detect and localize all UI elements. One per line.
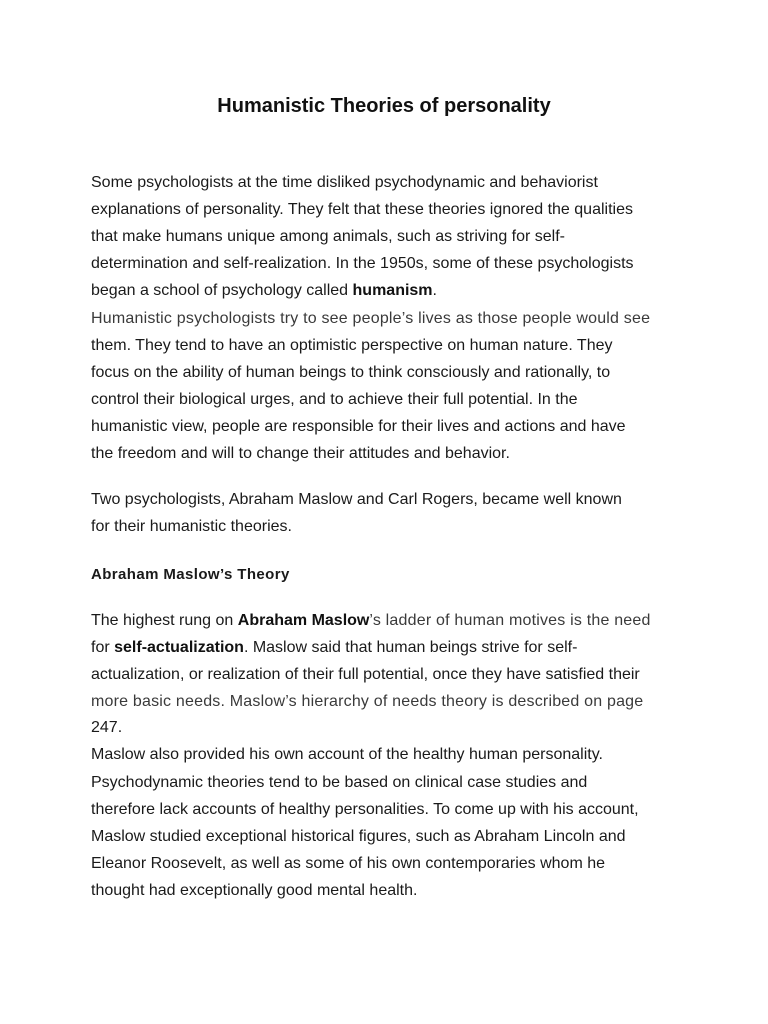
- p4-line-2: [91, 638, 731, 658]
- p3-line-1: Two psychologists, Abraham Maslow and Carl Rogers, became well known: [91, 491, 622, 508]
- p1-line-5: [91, 281, 731, 301]
- p5-line-3: therefore lack accounts of healthy personalities. To come up with his account,: [91, 801, 639, 818]
- section-heading: Abraham Maslow’s Theory: [91, 566, 290, 583]
- p1-line-4: determination and self-realization. In the 1950s, some of these psychologists: [91, 255, 634, 272]
- p2-line-5: humanistic view, people are responsible for their lives and actions and have: [91, 418, 626, 435]
- p1-line-3: that make humans unique among animals, such as striving for self-: [91, 228, 566, 245]
- p5-line-2: Psychodynamic theories tend to be based on clinical case studies and: [91, 774, 588, 791]
- p5-line-5: Eleanor Roosevelt, as well as some of his own contemporaries whom he: [91, 855, 606, 872]
- p4-line-1-text: The highest rung on: [91, 612, 238, 629]
- p2-line-2: them. They tend to have an optimistic perspective on human nature. They: [91, 337, 613, 354]
- p4-line-1-end: ’s ladder of human motives is the need: [369, 612, 651, 629]
- p1-line-1: Some psychologists at the time disliked psychodynamic and behaviorist: [91, 174, 598, 191]
- p2-line-4: control their biological urges, and to achieve their full potential. In the: [91, 391, 578, 408]
- p4-line-2-end: . Maslow said that human beings strive for self-: [243, 639, 578, 656]
- p2-line-1: Humanistic psychologists try to see people’s lives as those people would see: [91, 310, 651, 327]
- p4-line-5: 247.: [91, 719, 123, 736]
- p4-line-4: more basic needs. Maslow’s hierarchy of needs theory is described on page: [91, 693, 644, 710]
- p4-line-1: [91, 611, 731, 631]
- page-title: Humanistic Theories of personality: [217, 95, 551, 117]
- p1-line-5-end: .: [432, 282, 437, 299]
- p2-line-3: focus on the ability of human beings to think consciously and rationally, to: [91, 364, 611, 381]
- p2-line-6: the freedom and will to change their attitudes and behavior.: [91, 445, 510, 462]
- p5-line-4: Maslow studied exceptional historical figures, such as Abraham Lincoln and: [91, 828, 626, 845]
- p5-line-1: Maslow also provided his own account of the healthy human personality.: [91, 746, 603, 763]
- humanism-term: humanism: [352, 282, 433, 299]
- p3-line-2: for their humanistic theories.: [91, 518, 292, 535]
- p1-line-2: explanations of personality. They felt that these theories ignored the qualities: [91, 201, 633, 218]
- p5-line-6: thought had exceptionally good mental health.: [91, 882, 418, 899]
- p4-line-3: actualization, or realization of their full potential, once they have satisfied their: [91, 666, 640, 683]
- p1-line-5-text: began a school of psychology called: [91, 282, 353, 299]
- p4-line-2-text: for: [91, 639, 115, 656]
- self-actualization-term: self-actualization: [114, 639, 244, 656]
- maslow-name: Abraham Maslow: [237, 612, 370, 629]
